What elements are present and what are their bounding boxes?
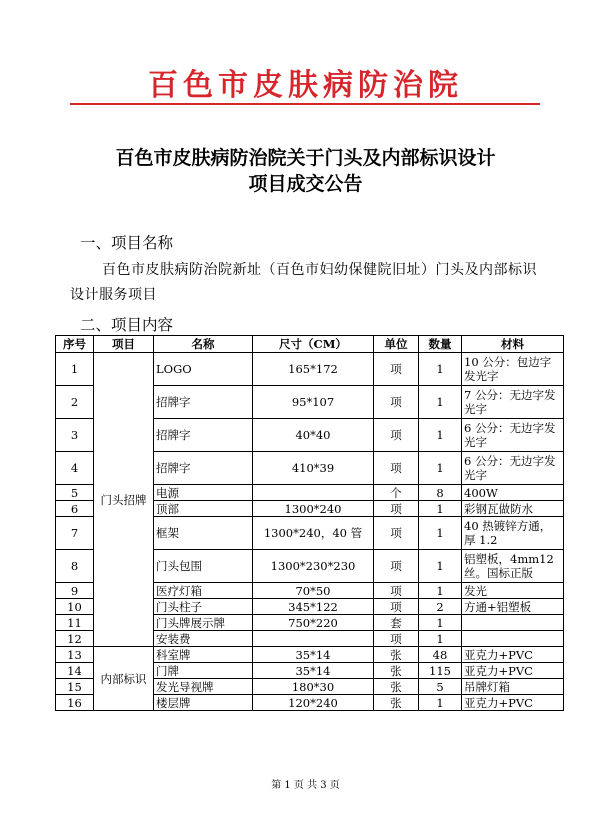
cell-no: 13: [56, 647, 94, 663]
cell-size: 1300*240，40 管: [253, 517, 374, 550]
cell-qty: 8: [419, 485, 462, 501]
cell-no: 5: [56, 485, 94, 501]
cell-unit: 张: [374, 647, 419, 663]
header-item: 项目: [94, 336, 154, 353]
cell-size: 1300*230*230: [253, 550, 374, 583]
title-line-1: 百色市皮肤病防治院关于门头及内部标识设计: [115, 147, 496, 169]
cell-name: 电源: [154, 485, 253, 501]
cell-unit: 项: [374, 452, 419, 485]
cell-name: 楼层牌: [154, 695, 253, 711]
cell-name: 发光导视牌: [154, 679, 253, 695]
cell-material: 发光: [462, 583, 564, 599]
cell-material: 40 热镀锌方通，厚 1.2: [462, 517, 564, 550]
cell-unit: 项: [374, 419, 419, 452]
cell-name: 科室牌: [154, 647, 253, 663]
cell-qty: 1: [419, 452, 462, 485]
section-heading-2: 二、项目内容: [80, 316, 174, 334]
cell-group: 内部标识: [94, 647, 154, 711]
cell-qty: 1: [419, 419, 462, 452]
cell-size: 95*107: [253, 386, 374, 419]
header-no: 序号: [56, 336, 94, 353]
cell-name: 安装费: [154, 631, 253, 647]
cell-unit: 套: [374, 615, 419, 631]
cell-no: 8: [56, 550, 94, 583]
cell-size: 180*30: [253, 679, 374, 695]
cell-size: 70*50: [253, 583, 374, 599]
cell-name: 框架: [154, 517, 253, 550]
cell-unit: 项: [374, 353, 419, 386]
cell-qty: 1: [419, 353, 462, 386]
cell-material: [462, 615, 564, 631]
header-material: 材料: [462, 336, 564, 353]
title-line-2: 项目成交公告: [248, 173, 363, 195]
cell-material: 吊牌灯箱: [462, 679, 564, 695]
section-body-1: 百色市皮肤病防治院新址（百色市妇幼保健院旧址）门头及内部标识设计服务项目: [70, 262, 537, 303]
cell-name: 顶部: [154, 501, 253, 517]
cell-no: 3: [56, 419, 94, 452]
cell-material: 亚克力+PVC: [462, 663, 564, 679]
table-header-row: [56, 336, 564, 353]
cell-unit: 张: [374, 663, 419, 679]
cell-qty: 115: [419, 663, 462, 679]
cell-size: 120*240: [253, 695, 374, 711]
cell-material: 7 公分：无边字发光字: [462, 386, 564, 419]
cell-unit: 项: [374, 501, 419, 517]
cell-size: 345*122: [253, 599, 374, 615]
cell-no: 12: [56, 631, 94, 647]
header-unit: 单位: [374, 336, 419, 353]
cell-no: 14: [56, 663, 94, 679]
cell-qty: 1: [419, 583, 462, 599]
cell-unit: 张: [374, 679, 419, 695]
cell-material: 400W: [462, 485, 564, 501]
cell-unit: 项: [374, 599, 419, 615]
section-heading-1: 一、项目名称: [80, 234, 174, 252]
letterhead: 百色市皮肤病防治院: [148, 68, 463, 103]
cell-name: 门头牌展示牌: [154, 615, 253, 631]
cell-no: 16: [56, 695, 94, 711]
cell-qty: 1: [419, 550, 462, 583]
cell-material: 方通+铝塑板: [462, 599, 564, 615]
cell-no: 15: [56, 679, 94, 695]
cell-name: 招牌字: [154, 419, 253, 452]
cell-unit: 项: [374, 550, 419, 583]
cell-material: 亚克力+PVC: [462, 647, 564, 663]
cell-size: 165*172: [253, 353, 374, 386]
cell-material: [462, 631, 564, 647]
cell-name: 医疗灯箱: [154, 583, 253, 599]
document-title: [40, 145, 571, 197]
cell-unit: 张: [374, 695, 419, 711]
cell-name: 门头柱子: [154, 599, 253, 615]
letterhead-rule: [70, 103, 540, 105]
cell-material: 亚克力+PVC: [462, 695, 564, 711]
cell-name: 门牌: [154, 663, 253, 679]
page-footer: 第 1 页 共 3 页: [271, 780, 340, 791]
cell-no: 2: [56, 386, 94, 419]
cell-no: 11: [56, 615, 94, 631]
cell-no: 4: [56, 452, 94, 485]
project-table: [55, 335, 564, 711]
cell-unit: 项: [374, 631, 419, 647]
cell-material: 6 公分：无边字发光字: [462, 419, 564, 452]
cell-name: LOGO: [154, 353, 253, 386]
header-name: 名称: [154, 336, 253, 353]
cell-name: 门头包围: [154, 550, 253, 583]
cell-unit: 项: [374, 386, 419, 419]
cell-no: 10: [56, 599, 94, 615]
cell-size: 750*220: [253, 615, 374, 631]
cell-qty: 1: [419, 631, 462, 647]
cell-name: 招牌字: [154, 386, 253, 419]
cell-size: [253, 631, 374, 647]
cell-material: 10 公分：包边字发光字: [462, 353, 564, 386]
cell-group: 门头招牌: [94, 353, 154, 647]
cell-unit: 项: [374, 583, 419, 599]
cell-no: 6: [56, 501, 94, 517]
cell-no: 9: [56, 583, 94, 599]
header-size: 尺寸（CM）: [253, 336, 374, 353]
cell-qty: 1: [419, 386, 462, 419]
cell-no: 7: [56, 517, 94, 550]
cell-qty: 1: [419, 695, 462, 711]
cell-qty: 1: [419, 615, 462, 631]
cell-size: 1300*240: [253, 501, 374, 517]
cell-size: 35*14: [253, 663, 374, 679]
cell-material: 6 公分：无边字发光字: [462, 452, 564, 485]
cell-material: 铝塑板，4mm12 丝。国标正版: [462, 550, 564, 583]
cell-unit: 项: [374, 517, 419, 550]
cell-qty: 2: [419, 599, 462, 615]
cell-size: [253, 485, 374, 501]
cell-size: 40*40: [253, 419, 374, 452]
cell-qty: 1: [419, 501, 462, 517]
cell-size: 35*14: [253, 647, 374, 663]
cell-qty: 48: [419, 647, 462, 663]
cell-unit: 个: [374, 485, 419, 501]
cell-material: 彩钢瓦做防水: [462, 501, 564, 517]
cell-no: 1: [56, 353, 94, 386]
cell-name: 招牌字: [154, 452, 253, 485]
cell-qty: 1: [419, 517, 462, 550]
cell-qty: 5: [419, 679, 462, 695]
table-row: [56, 353, 564, 386]
cell-size: 410*39: [253, 452, 374, 485]
table-row: [56, 647, 564, 663]
header-qty: 数量: [419, 336, 462, 353]
